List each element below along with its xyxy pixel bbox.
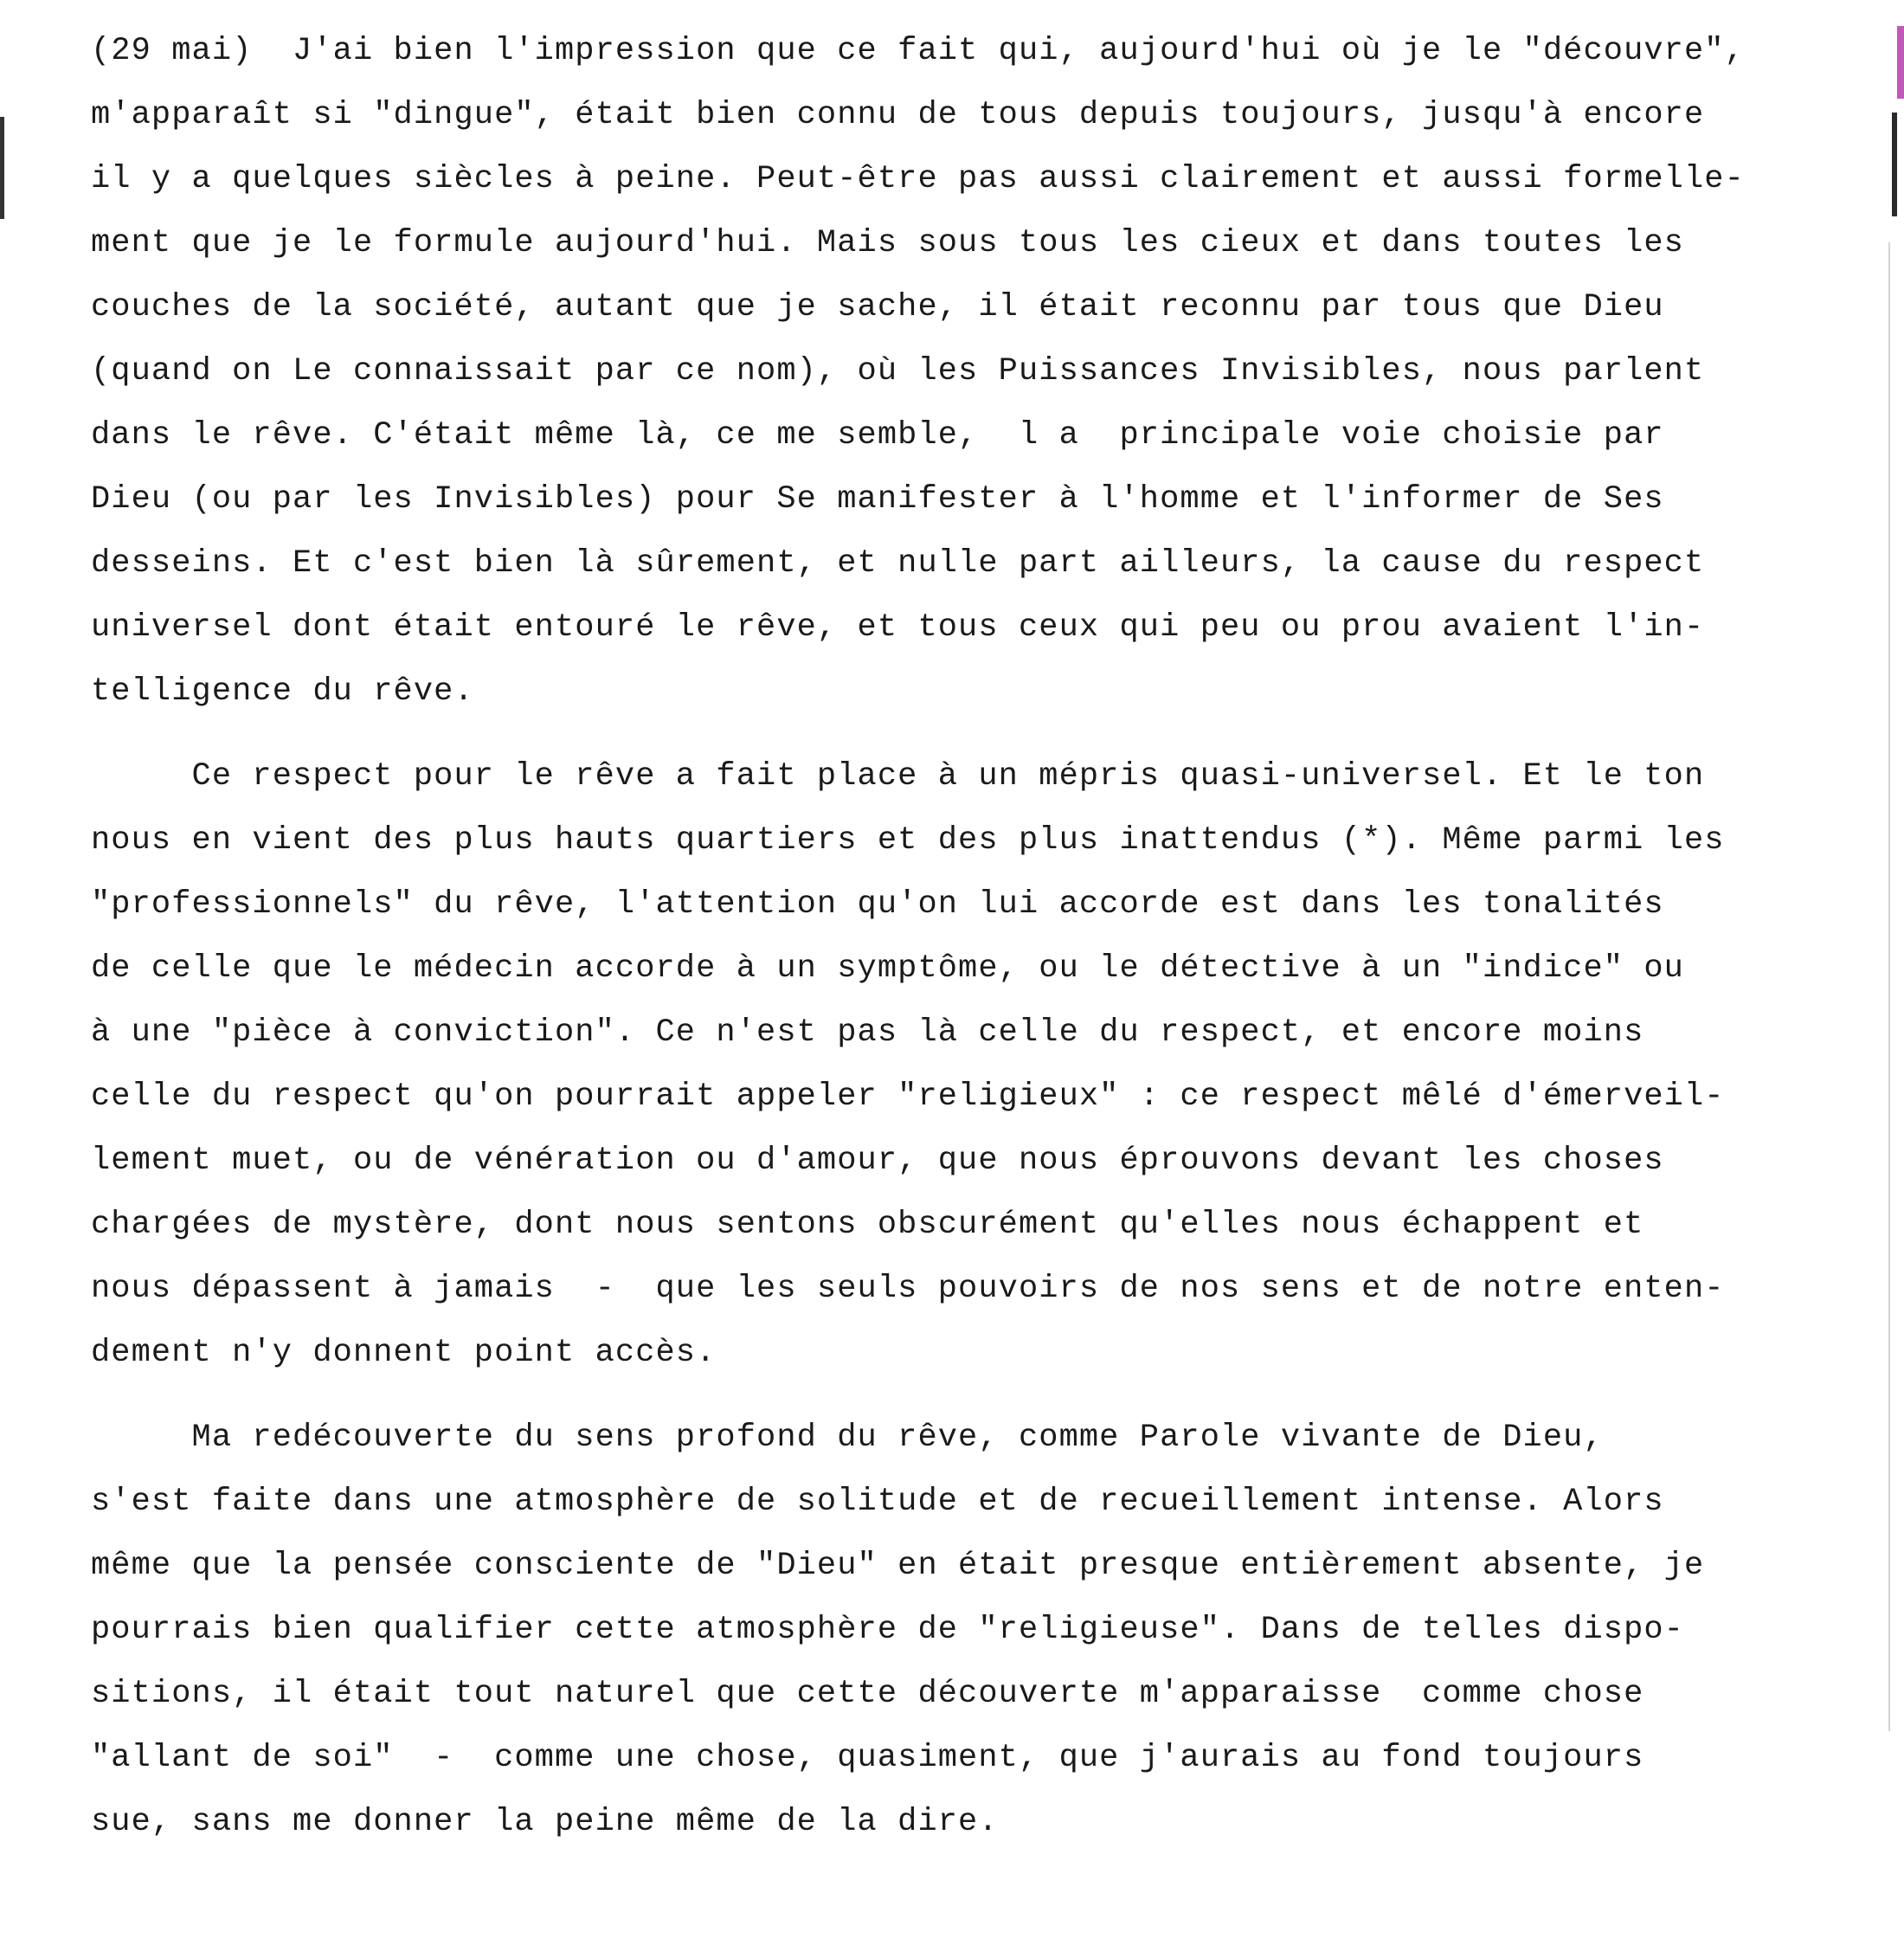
text-line: de celle que le médecin accorde à un symptôme, ou le détective à un "indice" ou: [91, 950, 1684, 987]
text-line: sitions, il était tout naturel que cette découverte m'apparaisse comme chose: [91, 1676, 1644, 1712]
text-line: nous en vient des plus hauts quartiers et des plus inattendus (*). Même parmi les: [91, 822, 1725, 859]
scan-edge-mark-left: [0, 117, 4, 219]
text-line: ment que je le formule aujourd'hui. Mais sous tous les cieux et dans toutes les: [91, 225, 1684, 261]
paragraph-2: [91, 744, 1865, 1385]
text-line: Ma redécouverte du sens profond du rêve, comme Parole vivante de Dieu,: [91, 1420, 1604, 1456]
scan-edge-mark-right-top: [1897, 26, 1904, 99]
text-line: m'apparaît si "dingue", était bien connu de tous depuis toujours, jusqu'à encore: [91, 97, 1705, 133]
text-line: celle du respect qu'on pourrait appeler "religieux" : ce respect mêlé d'émerveil-: [91, 1079, 1725, 1115]
text-line: pourrais bien qualifier cette atmosphère de "religieuse". Dans de telles dispo-: [91, 1612, 1684, 1648]
text-line: "professionnels" du rêve, l'attention qu'on lui accorde est dans les tonalités: [91, 886, 1664, 923]
text-line: sue, sans me donner la peine même de la dire.: [91, 1804, 999, 1840]
text-line: "allant de soi" - comme une chose, quasiment, que j'aurais au fond toujours: [91, 1740, 1644, 1776]
text-line: universel dont était entouré le rêve, et tous ceux qui peu ou prou avaient l'in-: [91, 609, 1705, 646]
text-line: s'est faite dans une atmosphère de solitude et de recueillement intense. Alors: [91, 1484, 1664, 1520]
text-line: Dieu (ou par les Invisibles) pour Se manifester à l'homme et l'informer de Ses: [91, 481, 1664, 518]
scan-edge-line-right: [1888, 242, 1890, 1731]
text-line: (29 mai) J'ai bien l'impression que ce fait qui, aujourd'hui où je le "découvre",: [91, 33, 1745, 69]
text-line: même que la pensée consciente de "Dieu" en était presque entièrement absente, je: [91, 1548, 1705, 1584]
text-line: à une "pièce à conviction". Ce n'est pas là celle du respect, et encore moins: [91, 1014, 1644, 1051]
text-line: chargées de mystère, dont nous sentons obscurément qu'elles nous échappent et: [91, 1207, 1644, 1243]
text-line: couches de la société, autant que je sache, il était reconnu par tous que Dieu: [91, 289, 1664, 325]
paragraph-3: [91, 1406, 1865, 1854]
text-line: (quand on Le connaissait par ce nom), où les Puissances Invisibles, nous parlent: [91, 353, 1705, 390]
text-line: dement n'y donnent point accès.: [91, 1335, 717, 1371]
document-body: [91, 19, 1865, 1854]
text-line: Ce respect pour le rêve a fait place à un mépris quasi-universel. Et le ton: [91, 758, 1705, 795]
paragraph-gap: [91, 724, 1865, 744]
paragraph-1: [91, 19, 1865, 724]
text-line: il y a quelques siècles à peine. Peut-être pas aussi clairement et aussi formelle-: [91, 161, 1745, 197]
paragraph-gap: [91, 1385, 1865, 1406]
text-line: lement muet, ou de vénération ou d'amour, que nous éprouvons devant les choses: [91, 1143, 1664, 1179]
text-line: dans le rêve. C'était même là, ce me semble, l a principale voie choisie par: [91, 417, 1664, 454]
text-line: nous dépassent à jamais - que les seuls pouvoirs de nos sens et de notre enten-: [91, 1271, 1725, 1307]
text-line: telligence du rêve.: [91, 673, 474, 710]
scan-edge-bar-right: [1892, 113, 1897, 216]
text-line: desseins. Et c'est bien là sûrement, et nulle part ailleurs, la cause du respect: [91, 545, 1705, 582]
